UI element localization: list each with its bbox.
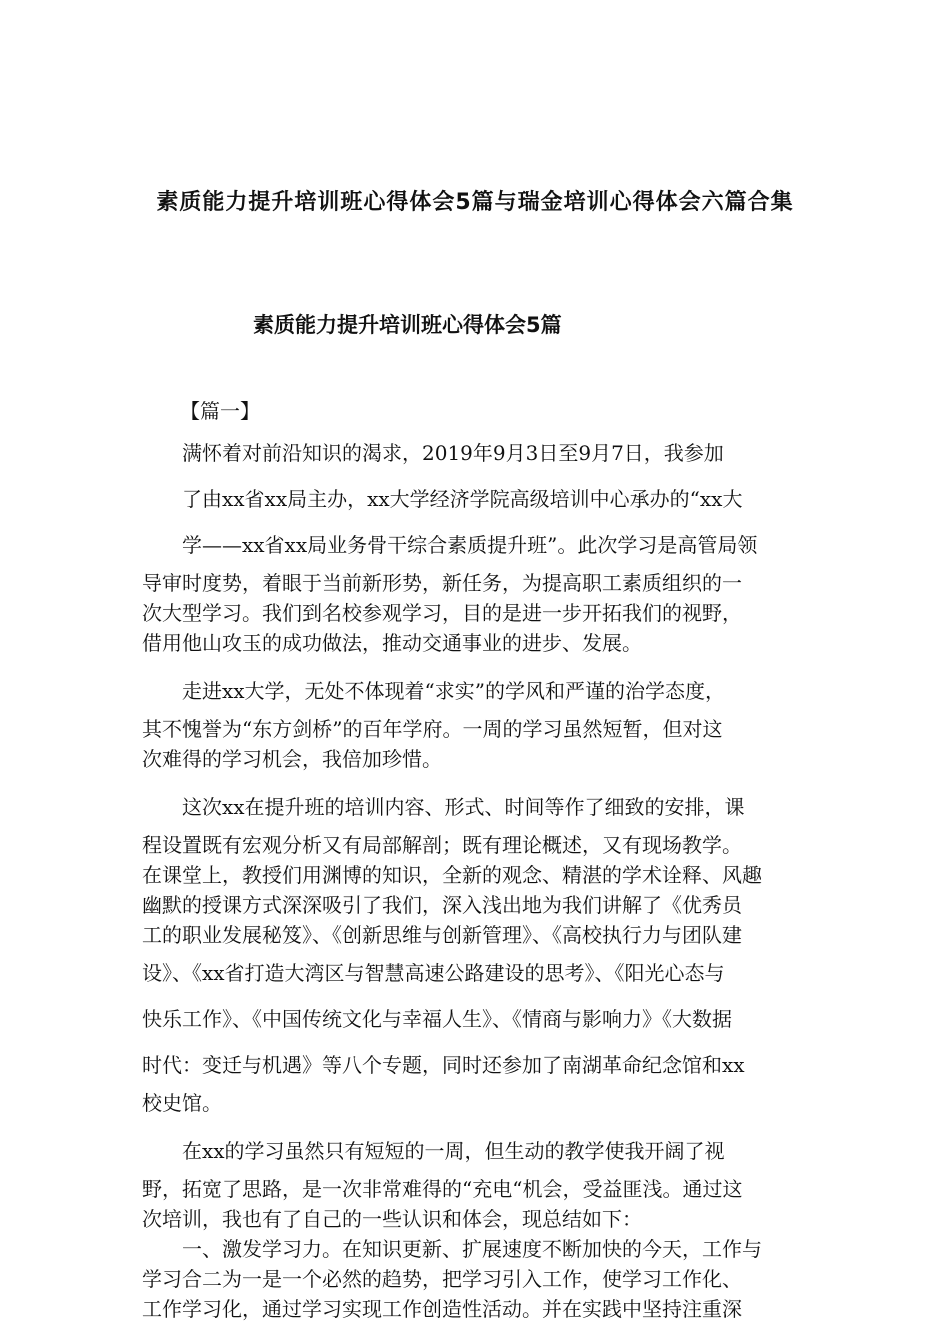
- text-line: 学习合二为一是一个必然的趋势，把学习引入工作，使学习工作化、: [142, 1267, 742, 1291]
- section-label: 【篇一】: [180, 399, 260, 423]
- text-line: 设》、《xx省打造大湾区与智慧高速公路建设的思考》、《阳光心态与: [142, 961, 725, 985]
- text-line: 借用他山攻玉的成功做法，推动交通事业的进步、发展。: [142, 631, 642, 655]
- text-line: 走进xx大学，无处不体现着“求实”的学风和严谨的治学态度，: [182, 679, 726, 703]
- paragraph-4: [142, 1128, 812, 1324]
- text-line: 快乐工作》、《中国传统文化与幸福人生》、《情商与影响力》《大数据: [142, 1007, 732, 1031]
- text-line: 其不愧誉为“东方剑桥”的百年学府。一周的学习虽然短暂，但对这: [142, 717, 723, 741]
- document-body: [142, 430, 812, 1324]
- paragraph-3: [142, 784, 812, 1118]
- text-line: 一、激发学习力。在知识更新、扩展速度不断加快的今天，工作与: [182, 1237, 762, 1261]
- document-title: 素质能力提升培训班心得体会5篇与瑞金培训心得体会六篇合集: [156, 190, 794, 215]
- text-line: 次难得的学习机会，我倍加珍惜。: [142, 747, 442, 771]
- text-line: 工的职业发展秘笈》、《创新思维与创新管理》、《高校执行力与团队建: [142, 923, 742, 947]
- text-line: 这次xx在提升班的培训内容、形式、时间等作了细致的安排，课: [182, 795, 745, 819]
- text-line: 校史馆。: [142, 1091, 222, 1115]
- text-line: 学——xx省xx局业务骨干综合素质提升班”。此次学习是高管局领: [182, 533, 758, 557]
- paragraph-2: [142, 668, 812, 774]
- text-line: 在xx的学习虽然只有短短的一周，但生动的教学使我开阔了视: [182, 1139, 725, 1163]
- text-line: 程设置既有宏观分析又有局部解剖；既有理论概述，又有现场教学。: [142, 833, 742, 857]
- text-line: 了由xx省xx局主办，xx大学经济学院高级培训中心承办的“xx大: [182, 487, 743, 511]
- text-line: 满怀着对前沿知识的渴求，2019年9月3日至9月7日，我参加: [182, 441, 724, 465]
- document-subtitle: 素质能力提升培训班心得体会5篇: [253, 313, 562, 337]
- text-line: 工作学习化，通过学习实现工作创造性活动。并在实践中坚持注重深: [142, 1297, 742, 1321]
- text-line: 幽默的授课方式深深吸引了我们，深入浅出地为我们讲解了《优秀员: [142, 893, 742, 917]
- text-line: 野，拓宽了思路，是一次非常难得的“充电“机会，受益匪浅。通过这: [142, 1177, 743, 1201]
- text-line: 在课堂上，教授们用渊博的知识，全新的观念、精湛的学术诠释、风趣: [142, 863, 762, 887]
- text-line: 次大型学习。我们到名校参观学习，目的是进一步开拓我们的视野，: [142, 601, 742, 625]
- text-line: 导审时度势，着眼于当前新形势，新任务，为提高职工素质组织的一: [142, 571, 742, 595]
- paragraph-1: [142, 430, 812, 658]
- text-line: 时代：变迁与机遇》等八个专题，同时还参加了南湖革命纪念馆和xx: [142, 1053, 745, 1077]
- text-line: 次培训，我也有了自己的一些认识和体会，现总结如下：: [142, 1207, 642, 1231]
